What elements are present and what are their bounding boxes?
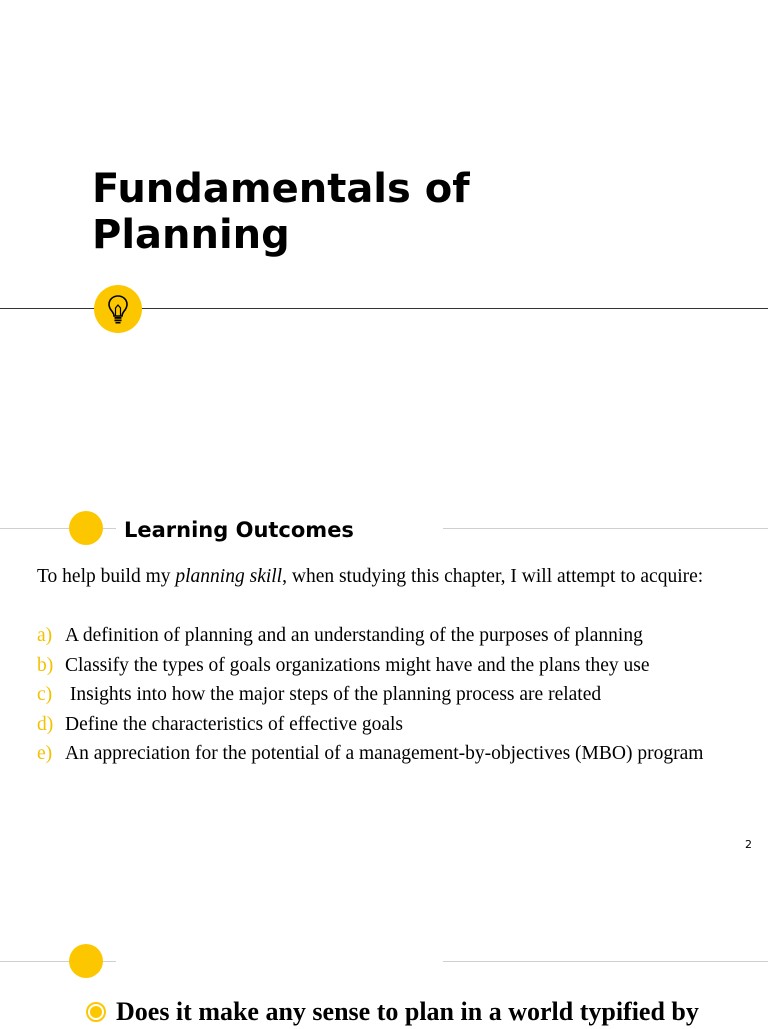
intro-paragraph (37, 563, 737, 591)
slide-title-line-1: Fundamentals of (92, 166, 470, 212)
lightbulb-badge (94, 285, 142, 333)
list-item-text: Define the characteristics of effective goals (65, 713, 404, 735)
list-item-text: An appreciation for the potential of a management-by-objectives (MBO) program (65, 743, 704, 765)
list-marker: a) (37, 625, 53, 646)
section-heading: Learning Outcomes (124, 518, 354, 542)
intro-text-end: , when studying this chapter, I will attempt to acquire: (282, 566, 704, 587)
list-item (37, 739, 737, 769)
section-divider-right (443, 528, 768, 529)
list-item-text: A definition of planning and an understanding of the purposes of planning (65, 625, 643, 646)
list-item (37, 710, 737, 740)
section-divider-right (443, 961, 768, 962)
list-marker: c) (37, 684, 53, 706)
page-number: 2 (745, 838, 752, 851)
list-marker: d) (37, 713, 54, 735)
question-text: Does it make any sense to plan in a world typified by (116, 997, 699, 1026)
list-item (37, 651, 737, 681)
accent-dot (69, 511, 103, 545)
slide-title-line-2: Planning (92, 212, 290, 258)
accent-dot (69, 944, 103, 978)
list-item (37, 680, 737, 710)
intro-emphasis: planning skill (175, 566, 283, 587)
slide-title (92, 166, 612, 258)
bullet-icon (86, 1002, 106, 1022)
list-marker: b) (37, 654, 54, 676)
outcomes-list (37, 621, 737, 769)
list-marker: e) (37, 743, 53, 765)
list-item-text: Classify the types of goals organizations might have and the plans they use (65, 654, 650, 676)
intro-text-start: To help build my (37, 566, 176, 587)
list-item-text: Insights into how the major steps of the planning process are related (65, 684, 602, 706)
lightbulb-icon (105, 294, 131, 324)
list-item (37, 621, 737, 651)
